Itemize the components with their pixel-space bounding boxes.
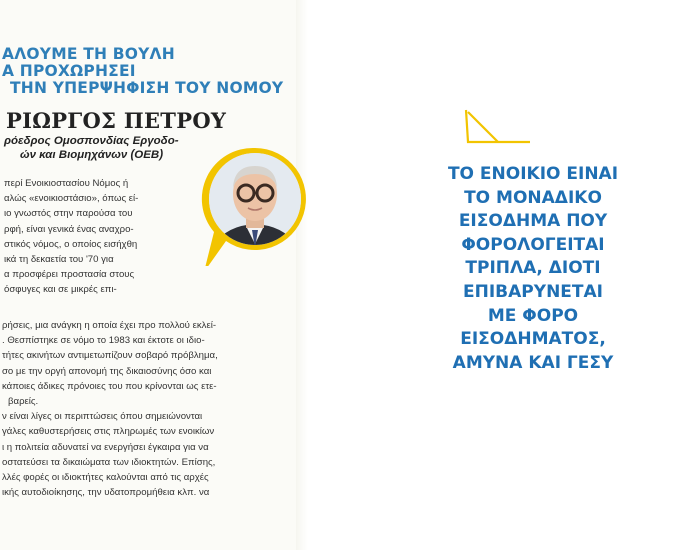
pull-quote-line: ΑΜΥΝΑ ΚΑΙ ΓΕΣΥ bbox=[452, 352, 614, 373]
body-line: ιο γνωστός στην παρούσα του bbox=[4, 208, 133, 220]
body-line: περί Ενοικιοστασίου Νόμος ή bbox=[4, 178, 129, 189]
quote-mark-icon bbox=[462, 104, 532, 160]
body-line: ρήσεις, μια ανάγκη η οποία έχει προ πολλού εκλεί- bbox=[2, 320, 217, 331]
article-body-top bbox=[4, 176, 138, 298]
article-headline bbox=[2, 46, 283, 97]
body-line: ικής αυτοδιοίκησης, την υδατοπρομήθεια κλπ. να bbox=[2, 487, 210, 499]
article-body-bottom bbox=[2, 318, 218, 500]
pull-quote-line: ΤΟ ΜΟΝΑΔΙΚΟ bbox=[464, 187, 602, 208]
pull-quote-line: ΕΙΣΟΔΗΜΑΤΟΣ, bbox=[460, 329, 606, 350]
body-line: ικά τη δεκαετία του '70 για bbox=[4, 254, 114, 266]
page-gutter bbox=[296, 0, 308, 550]
author-role-line: ών και Βιομηχάνων (ΟΕΒ) bbox=[20, 149, 164, 161]
body-line: αλώς «ενοικιοστάσιο», όπως εί- bbox=[4, 193, 139, 205]
body-line: βαρείς. bbox=[8, 396, 39, 408]
author-portrait bbox=[200, 144, 310, 266]
author-name: ΡΙΩΡΓΟΣ ΠΕΤΡΟΥ bbox=[6, 108, 227, 133]
pull-quote-line: ΕΠΙΒΑΡΥΝΕΤΑΙ bbox=[463, 281, 603, 302]
headline-line: Α ΠΡΟΧΩΡΗΣΕΙ bbox=[2, 62, 136, 80]
body-line: γάλες καθυστερήσεις στις πληρωμές των ενοικίων bbox=[2, 426, 215, 438]
body-line: ι η πολιτεία αδυνατεί να ενεργήσει έγκαιρα για να bbox=[2, 441, 209, 453]
body-line: όσφυγες και σε μικρές επι- bbox=[4, 284, 117, 296]
headline-line: ΤΗΝ ΥΠΕΡΨΗΦΙΣΗ ΤΟΥ ΝΟΜΟΥ bbox=[10, 79, 284, 97]
portrait-icon bbox=[200, 144, 310, 266]
body-line: α προσφέρει προστασία στους bbox=[4, 269, 135, 281]
pull-quote-line: ΤΟ ΕΝΟΙΚΙΟ ΕΙΝΑΙ bbox=[447, 164, 619, 184]
body-line: ν είναι λίγες οι περιπτώσεις όπου σημειώνονται bbox=[2, 411, 203, 423]
body-line: οστατεύσει τα δικαιώματα των ιδιοκτητών. Επίσης, bbox=[2, 456, 216, 468]
author-role bbox=[4, 134, 179, 162]
pull-quote-line: ΕΙΣΟΔΗΜΑ ΠΟΥ bbox=[458, 211, 608, 232]
author-role-line: ρόεδρος Ομοσπονδίας Εργοδο- bbox=[4, 135, 179, 147]
yellow-quote-mark-icon bbox=[462, 104, 532, 160]
body-line: λλές φορές οι ιδιοκτήτες καλούνται από τις αρχές bbox=[2, 472, 209, 484]
body-line: ρφή, είναι γενικά ένας αναχρο- bbox=[4, 223, 134, 235]
body-line: σο με την οργή απονομή της δικαιοσύνης όσο και bbox=[2, 365, 212, 377]
pull-quote-line: ΤΡΙΠΛΑ, ΔΙΟΤΙ bbox=[465, 258, 601, 279]
body-line: . Θεσπίστηκε σε νόμο το 1983 και έκτοτε οι ιδιο- bbox=[2, 335, 205, 347]
body-line: στικός νόμος, ο οποίος εισήχθη bbox=[4, 238, 138, 250]
body-line: κάποιες άδικες πρόνοιες του που κρίνονται ως ετε- bbox=[2, 380, 217, 392]
pull-quote-line: ΜΕ ΦΟΡΟ bbox=[487, 305, 579, 326]
body-line: τήτες ακινήτων αντιμετωπίζουν σοβαρό πρόβλημα, bbox=[2, 350, 218, 362]
pull-quote-line: ΦΟΡΟΛΟΓΕΙΤΑΙ bbox=[461, 234, 605, 255]
headline-line: ΑΛΟΥΜΕ ΤΗ ΒΟΥΛΗ bbox=[2, 45, 175, 63]
pull-quote bbox=[420, 163, 646, 375]
